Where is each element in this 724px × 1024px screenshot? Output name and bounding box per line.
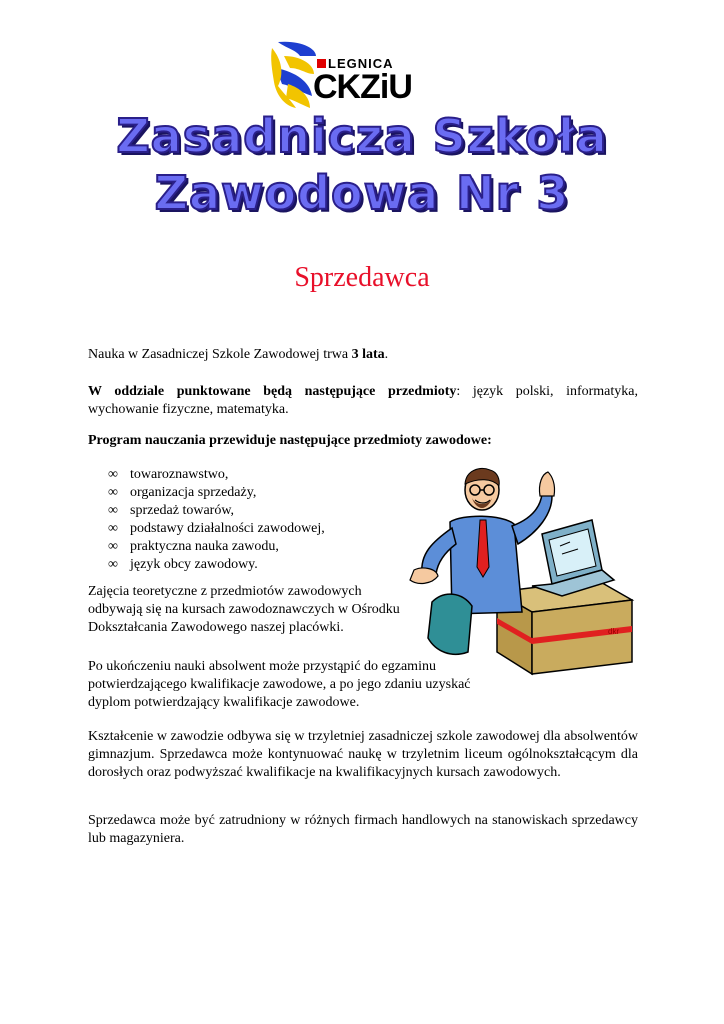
paragraph-duration: Nauka w Zasadniczej Szkole Zawodowej trwa 3 lata.: [88, 347, 389, 362]
infinity-bullet-icon: ∞: [108, 521, 118, 536]
page-heading: Sprzedawca: [294, 262, 430, 293]
paragraph-theory-classes: Zajęcia teoretyczne z przedmiotów zawodowych odbywają się na kursach zawodoznawczych w Ośrodku Dokształcania Zawodowego naszej placówki.: [88, 584, 400, 635]
infinity-bullet-icon: ∞: [108, 485, 118, 500]
infinity-bullet-icon: ∞: [108, 557, 118, 572]
title-line-1: Zasadnicza Szkoła: [116, 109, 608, 163]
salesman-clipart-image: [392, 462, 642, 682]
paragraph-education: Kształcenie w zawodzie odbywa się w trzyletniej zasadniczej szkole zawodowej dla absolwentów gimnazjum. Sprzedawca może kontynuować naukę w trzyletnim liceum ogólnokształcącym dla dorosłych oraz podwyższać kwalifikacje na kwalifikacyjnych kursach zawodowych.: [88, 729, 638, 780]
logo-name: CKZiU: [313, 68, 412, 106]
list-item: ∞ podstawy działalności zawodowej,: [108, 521, 325, 536]
list-item: ∞ towaroznawstwo,: [108, 467, 229, 482]
infinity-bullet-icon: ∞: [108, 539, 118, 554]
paragraph-exam: Po ukończeniu nauki absolwent może przystąpić do egzaminu potwierdzającego kwalifikacje zawodowe, a po jego zdaniu uzyskać dyplom potwierdzający kwalifikacje zawodowe.: [88, 659, 471, 710]
paragraph-scored-subjects: W oddziale punktowane będą następujące przedmioty: język polski, informatyka, wychowanie fizyczne, matematyka.: [88, 384, 638, 417]
list-item: ∞ praktyczna nauka zawodu,: [108, 539, 279, 554]
title-line-2: Zawodowa Nr 3: [154, 166, 570, 220]
svg-text:dkr: dkr: [608, 627, 620, 636]
list-item: ∞ organizacja sprzedaży,: [108, 485, 257, 500]
logo-city: LEGNICA: [317, 56, 394, 71]
paragraph-employment: Sprzedawca może być zatrudniony w różnych firmach handlowych na stanowiskach sprzedawcy lub magazyniera.: [88, 813, 638, 846]
paragraph-program-heading: Program nauczania przewiduje następujące przedmioty zawodowe:: [88, 433, 492, 448]
school-logo: [270, 38, 440, 110]
infinity-bullet-icon: ∞: [108, 503, 118, 518]
subjects-list: [108, 466, 325, 574]
list-item: ∞ język obcy zawodowy.: [108, 557, 258, 572]
infinity-bullet-icon: ∞: [108, 467, 118, 482]
list-item: ∞ sprzedaż towarów,: [108, 503, 235, 518]
